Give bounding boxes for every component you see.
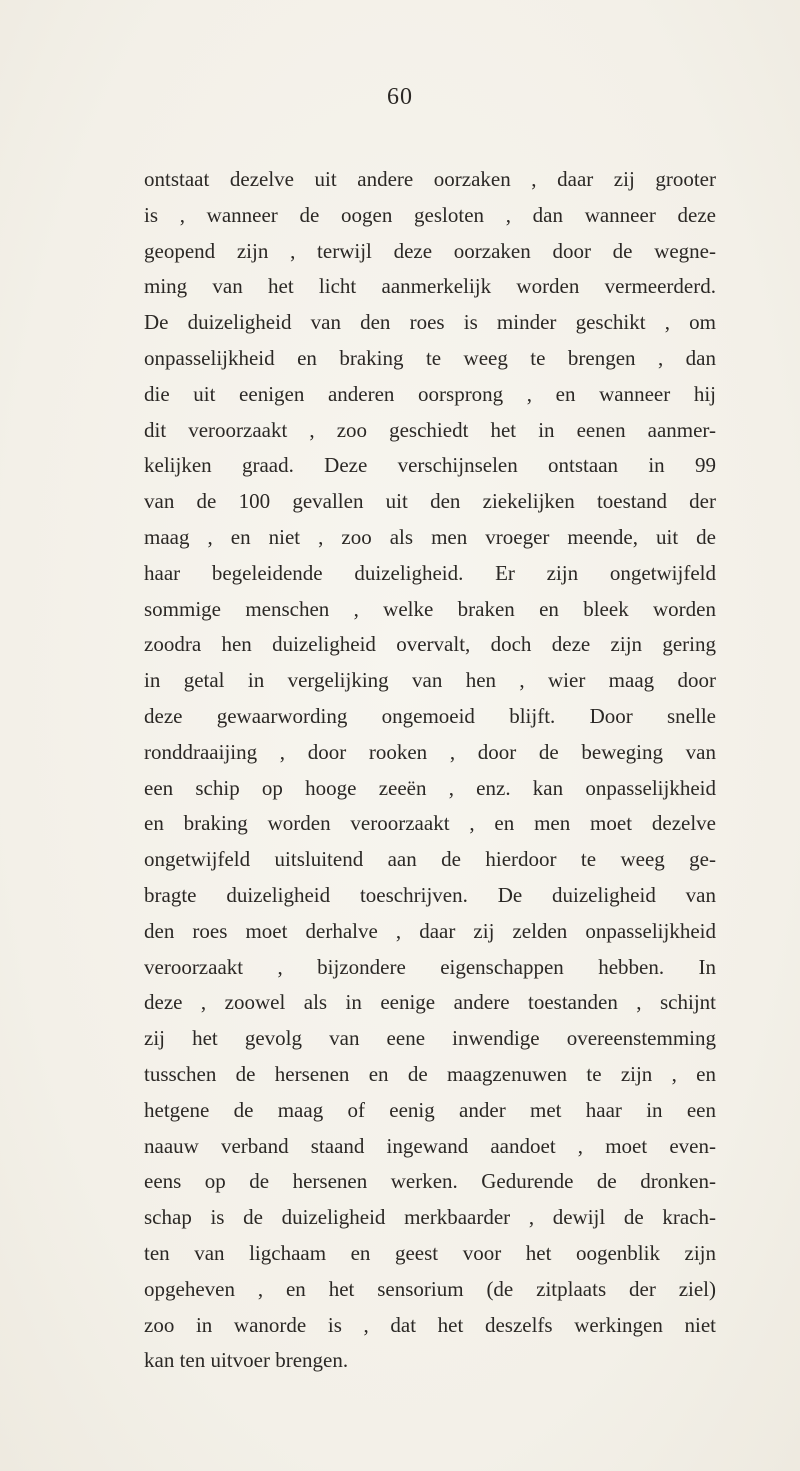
text-line: opgeheven , en het sensorium (de zitplaats der ziel) (144, 1276, 716, 1301)
text-line: zoo in wanorde is , dat het deszelfs werkingen niet (144, 1312, 716, 1337)
text-line: maag , en niet , zoo als men vroeger meende, uit de (144, 524, 716, 549)
text-line: ming van het licht aanmerkelijk worden vermeerderd. (144, 274, 716, 299)
text-line: ronddraaijing , door rooken , door de beweging van (144, 739, 716, 764)
text-line: ten van ligchaam en geest voor het oogenblik zijn (144, 1240, 716, 1265)
text-line: kan ten uitvoer brengen. (144, 1348, 349, 1373)
text-line: kelijken graad. Deze verschijnselen ontstaan in 99 (144, 453, 716, 478)
text-line: eens op de hersenen werken. Gedurende de dronken- (144, 1169, 716, 1194)
text-line: tusschen de hersenen en de maagzenuwen te zijn , en (144, 1061, 716, 1086)
text-line: bragte duizeligheid toeschrijven. De duizeligheid van (144, 882, 716, 907)
text-line: De duizeligheid van den roes is minder geschikt , om (144, 310, 716, 335)
text-line: deze , zoowel als in eenige andere toestanden , schijnt (144, 990, 716, 1015)
text-line: sommige menschen , welke braken en bleek worden (144, 596, 716, 621)
text-line: zoodra hen duizeligheid overvalt, doch deze zijn gering (144, 632, 716, 657)
text-line: is , wanneer de oogen gesloten , dan wanneer deze (144, 202, 716, 227)
text-line: veroorzaakt , bijzondere eigenschappen hebben. In (144, 954, 716, 979)
text-line: geopend zijn , terwijl deze oorzaken door de wegne- (144, 238, 716, 263)
text-line: ontstaat dezelve uit andere oorzaken , daar zij grooter (144, 167, 716, 191)
text-line: den roes moet derhalve , daar zij zelden onpasselijkheid (144, 918, 716, 943)
text-line: een schip op hooge zeeën , enz. kan onpasselijkheid (144, 775, 716, 800)
text-line: zij het gevolg van eene inwendige overeenstemming (144, 1026, 716, 1051)
page-number: 60 (387, 84, 413, 110)
text-line: van de 100 gevallen uit den ziekelijken toestand der (144, 489, 716, 514)
text-line: onpasselijkheid en braking te weeg te brengen , dan (144, 345, 716, 370)
body-text (144, 162, 716, 1379)
text-line: schap is de duizeligheid merkbaarder , dewijl de krach- (144, 1205, 716, 1230)
text-line: en braking worden veroorzaakt , en men moet dezelve (144, 811, 716, 836)
text-line: naauw verband staand ingewand aandoet , moet even- (144, 1133, 716, 1158)
text-line: dit veroorzaakt , zoo geschiedt het in eenen aanmer- (144, 417, 716, 442)
text-line: deze gewaarwording ongemoeid blijft. Door snelle (144, 703, 716, 728)
text-line: in getal in vergelijking van hen , wier maag door (144, 668, 716, 693)
text-line: hetgene de maag of eenig ander met haar in een (144, 1097, 716, 1122)
text-line: haar begeleidende duizeligheid. Er zijn ongetwijfeld (144, 560, 716, 585)
text-line: ongetwijfeld uitsluitend aan de hierdoor te weeg ge- (144, 847, 716, 872)
text-line: die uit eenigen anderen oorsprong , en wanneer hij (144, 381, 716, 406)
